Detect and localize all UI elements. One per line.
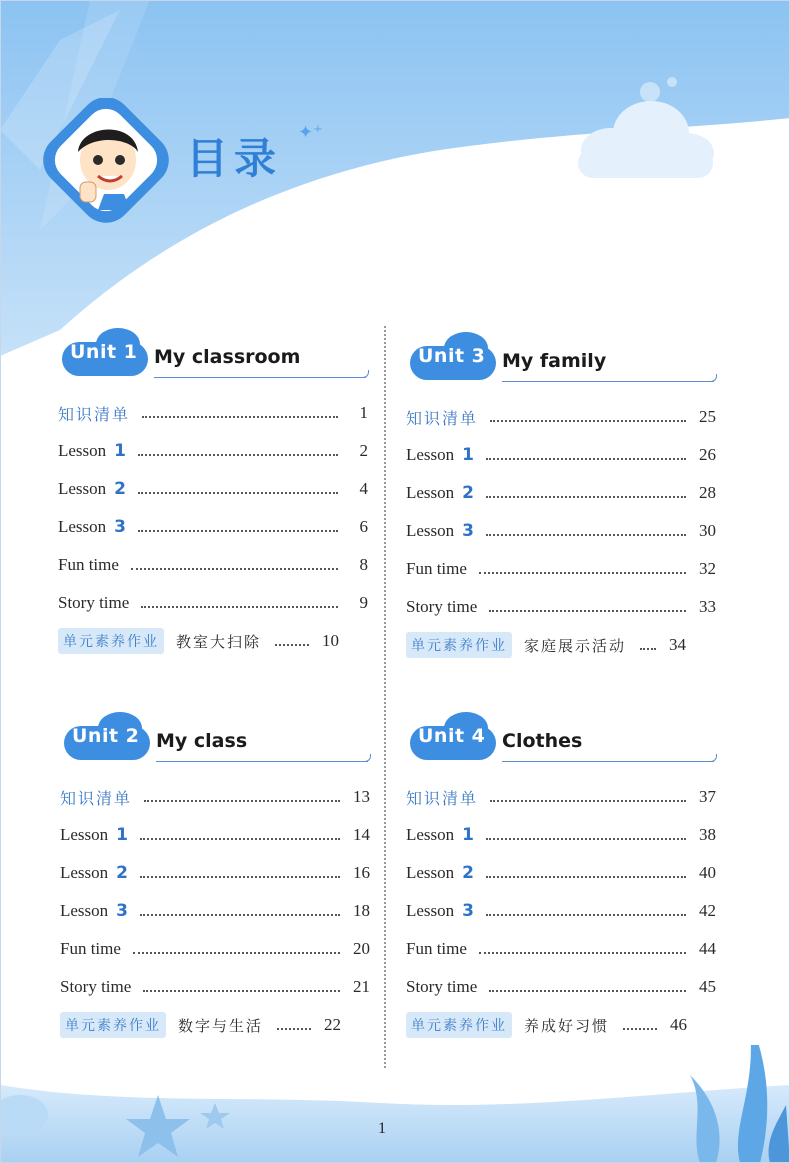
toc-entry[interactable]: Lesson 3 18 <box>60 901 370 921</box>
toc-entry[interactable]: Lesson 2 40 <box>406 863 716 883</box>
sparkle-icon: ✦⁺ <box>298 122 323 142</box>
homework-tag: 单元素养作业 <box>406 1012 512 1038</box>
toc-entry[interactable]: Lesson 3 42 <box>406 901 716 921</box>
toc-entry[interactable]: Lesson 3 6 <box>58 517 368 537</box>
unit-title: My classroom <box>154 346 301 368</box>
toc-entry[interactable]: Lesson 1 2 <box>58 441 368 461</box>
toc-entry[interactable]: Lesson 3 30 <box>406 521 716 541</box>
unit-badge: Unit 4 <box>418 725 486 747</box>
toc-entry[interactable]: 知识清单 13 <box>60 787 370 808</box>
unit-title: My family <box>502 350 607 372</box>
toc-entry[interactable]: 知识清单 25 <box>406 407 716 428</box>
page-number: 1 <box>378 1120 386 1137</box>
toc-entry[interactable]: Lesson 1 38 <box>406 825 716 845</box>
unit-badge: Unit 3 <box>418 345 486 367</box>
homework-tag: 单元素养作业 <box>60 1012 166 1038</box>
toc-entry[interactable]: Lesson 2 4 <box>58 479 368 499</box>
toc-entry[interactable]: Lesson 1 26 <box>406 445 716 465</box>
unit-title: My class <box>156 730 248 752</box>
toc-entry-homework[interactable]: 单元素养作业 家庭展示活动 34 <box>406 626 716 664</box>
toc-entry[interactable]: Lesson 2 16 <box>60 863 370 883</box>
toc-entry[interactable]: Story time 21 <box>60 977 370 996</box>
toc-entry[interactable]: 知识清单 1 <box>58 403 368 424</box>
page-title: 目录 <box>186 134 283 183</box>
toc-entry[interactable]: Fun time 44 <box>406 939 716 958</box>
toc-entry-homework[interactable]: 单元素养作业 教室大扫除 10 <box>58 622 368 660</box>
toc-entry[interactable]: Lesson 2 28 <box>406 483 716 503</box>
toc-entry[interactable]: Story time 9 <box>58 593 368 612</box>
homework-tag: 单元素养作业 <box>406 632 512 658</box>
homework-tag: 单元素养作业 <box>58 628 164 654</box>
toc-entry[interactable]: Story time 45 <box>406 977 716 996</box>
toc-entry[interactable]: 知识清单 37 <box>406 787 716 808</box>
toc-entry[interactable]: Fun time 32 <box>406 559 716 578</box>
unit-badge: Unit 1 <box>70 341 138 363</box>
toc-entry[interactable]: Fun time 8 <box>58 555 368 574</box>
toc-entry[interactable]: Lesson 1 14 <box>60 825 370 845</box>
toc-entry[interactable]: Fun time 20 <box>60 939 370 958</box>
unit-badge: Unit 2 <box>72 725 140 747</box>
unit-title: Clothes <box>502 730 583 752</box>
toc-entry[interactable]: Story time 33 <box>406 597 716 616</box>
toc-entry-homework[interactable]: 单元素养作业 数字与生活 22 <box>60 1006 370 1044</box>
toc-entry-homework[interactable]: 单元素养作业 养成好习惯 46 <box>406 1006 716 1044</box>
